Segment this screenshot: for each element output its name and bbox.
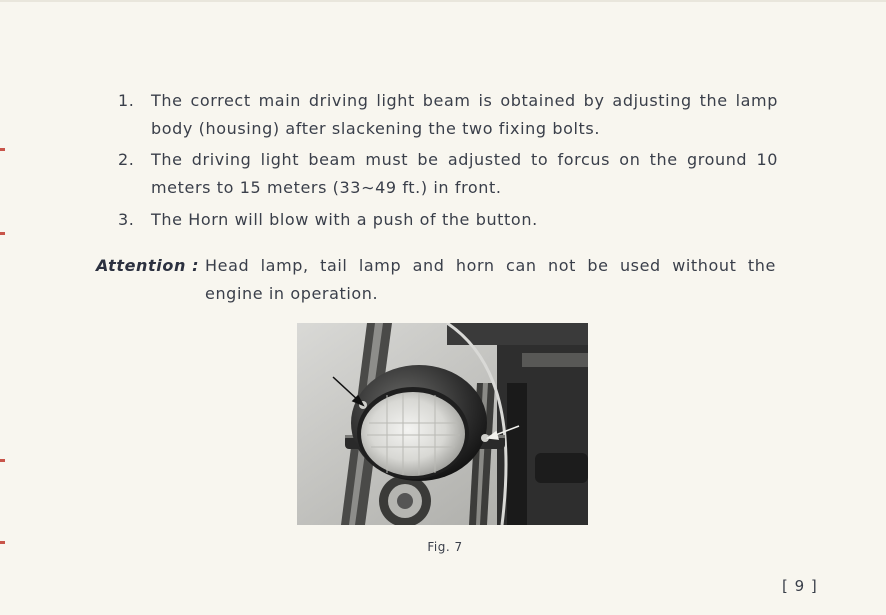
margin-mark (0, 541, 5, 544)
attention-label: Attention : (96, 256, 200, 275)
headlamp-photo (297, 323, 588, 525)
figure-caption: Fig. 7 (427, 540, 463, 554)
margin-mark (0, 232, 5, 235)
margin-mark (0, 459, 5, 462)
attention-note (96, 252, 776, 308)
instruction-text: The Horn will blow with a push of the button. (151, 210, 538, 229)
instruction-text: The correct main driving light beam is obtained by adjusting the lamp body (housing) after slackening the two fixing bolts. (151, 91, 778, 138)
instruction-item (118, 206, 778, 234)
instruction-number: 3. (118, 210, 135, 229)
instruction-number: 1. (118, 91, 135, 110)
margin-mark (0, 148, 5, 151)
headlamp-photo-illustration (297, 323, 588, 525)
instruction-text: The driving light beam must be adjusted to forcus on the ground 10 meters to 15 meters (33∼49 ft.) in front. (151, 150, 778, 197)
page-number: [ 9 ] (782, 577, 818, 595)
instruction-item (118, 87, 778, 143)
attention-text: Head lamp, tail lamp and horn can not be used without the engine in operation. (205, 256, 776, 303)
instruction-number: 2. (118, 150, 135, 169)
instruction-item (118, 146, 778, 202)
